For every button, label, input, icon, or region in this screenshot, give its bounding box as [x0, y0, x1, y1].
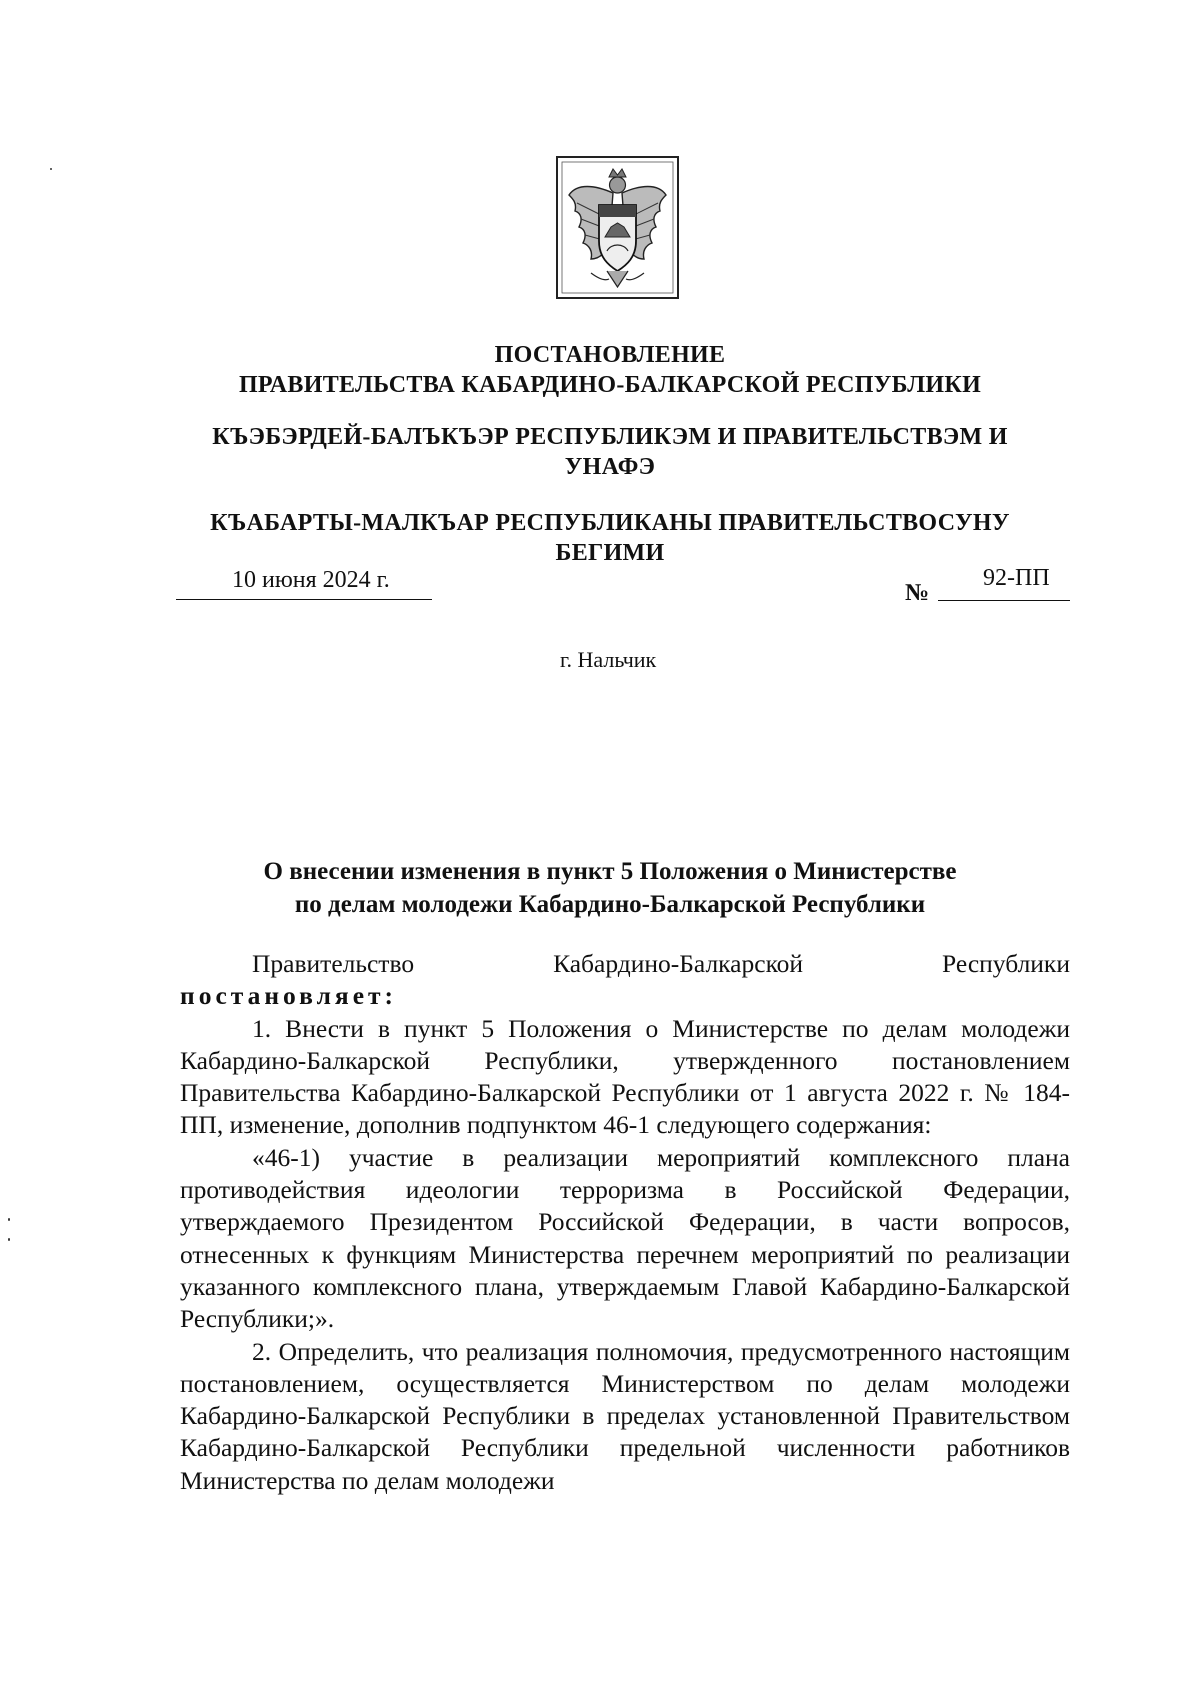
paragraph-2: «46-1) участие в реализации мероприятий комплексного плана противодействия идеологии терроризма в Российской Федерации, утверждаемого Президентом Российской Федерации, в части вопросов, отнесенных к функциям Министерства перечнем мероприятий по реализации указанного комплексного плана, утверждаемым Главой Кабардино-Балкарской Республики;». — [180, 1142, 1070, 1334]
opening-word-republic: Республики — [942, 949, 1070, 978]
number-underline — [938, 600, 1070, 601]
number-sign: № — [905, 580, 930, 606]
paragraph-1: 1. Внести в пункт 5 Положения о Министерстве по делам молодежи Кабардино-Балкарской Республики, утвержденного постановлением Правительства Кабардино-Балкарской Республики от 1 августа 2022 г. № 184-ПП, изменение, дополнив подпунктом 46-1 следующего содержания: — [180, 1013, 1070, 1140]
document-header-russian — [180, 340, 1040, 400]
coat-of-arms-graphic — [555, 155, 680, 300]
document-header-kabardian — [180, 422, 1040, 482]
header-line-decree: ПОСТАНОВЛЕНИЕ — [494, 342, 726, 368]
document-body — [180, 948, 1070, 1497]
header-kabardian-line-1: КЪЭБЭРДЕЙ-БАЛЪКЪЭР РЕСПУБЛИКЭМ И ПРАВИТЕЛЬСТВЭМ И — [212, 424, 1008, 450]
title-line-2: по делам молодежи Кабардино-Балкарской Республики — [294, 891, 926, 918]
document-number: 92-ПП — [983, 565, 1050, 591]
opening-word-kbr: Кабардино-Балкарской — [553, 949, 804, 978]
scan-mark — [50, 168, 52, 170]
coat-of-arms-icon — [555, 155, 680, 300]
header-balkar-line-2: БЕГИМИ — [555, 540, 665, 566]
decree-word: постановляет: — [180, 981, 398, 1011]
scan-mark — [8, 1238, 10, 1241]
scan-mark — [8, 1218, 10, 1221]
header-line-government: ПРАВИТЕЛЬСТВА КАБАРДИНО-БАЛКАРСКОЙ РЕСПУБЛИКИ — [238, 372, 982, 398]
paragraph-3: 2. Определить, что реализация полномочия, предусмотренного настоящим постановлением, осуществляется Министерством по делам молодежи Кабардино-Балкарской Республики в пределах установленной Правительством Кабардино-Балкарской Республики предельной численности работников Министерства по делам молодежи — [180, 1336, 1070, 1495]
document-header-balkar — [180, 508, 1040, 568]
header-balkar-line-1: КЪАБАРТЫ-МАЛКЪАР РЕСПУБЛИКАНЫ ПРАВИТЕЛЬСТВОСУНУ — [210, 510, 1010, 536]
opening-word-government: Правительство — [252, 949, 415, 978]
document-title — [180, 855, 1040, 921]
header-kabardian-line-2: УНАФЭ — [564, 454, 656, 480]
opening-line — [180, 948, 1070, 980]
document-city: г. Нальчик — [560, 647, 657, 672]
date-underline — [176, 599, 432, 600]
title-line-1: О внесении изменения в пункт 5 Положения о Министерстве — [263, 858, 957, 885]
document-date: 10 июня 2024 г. — [232, 567, 390, 593]
